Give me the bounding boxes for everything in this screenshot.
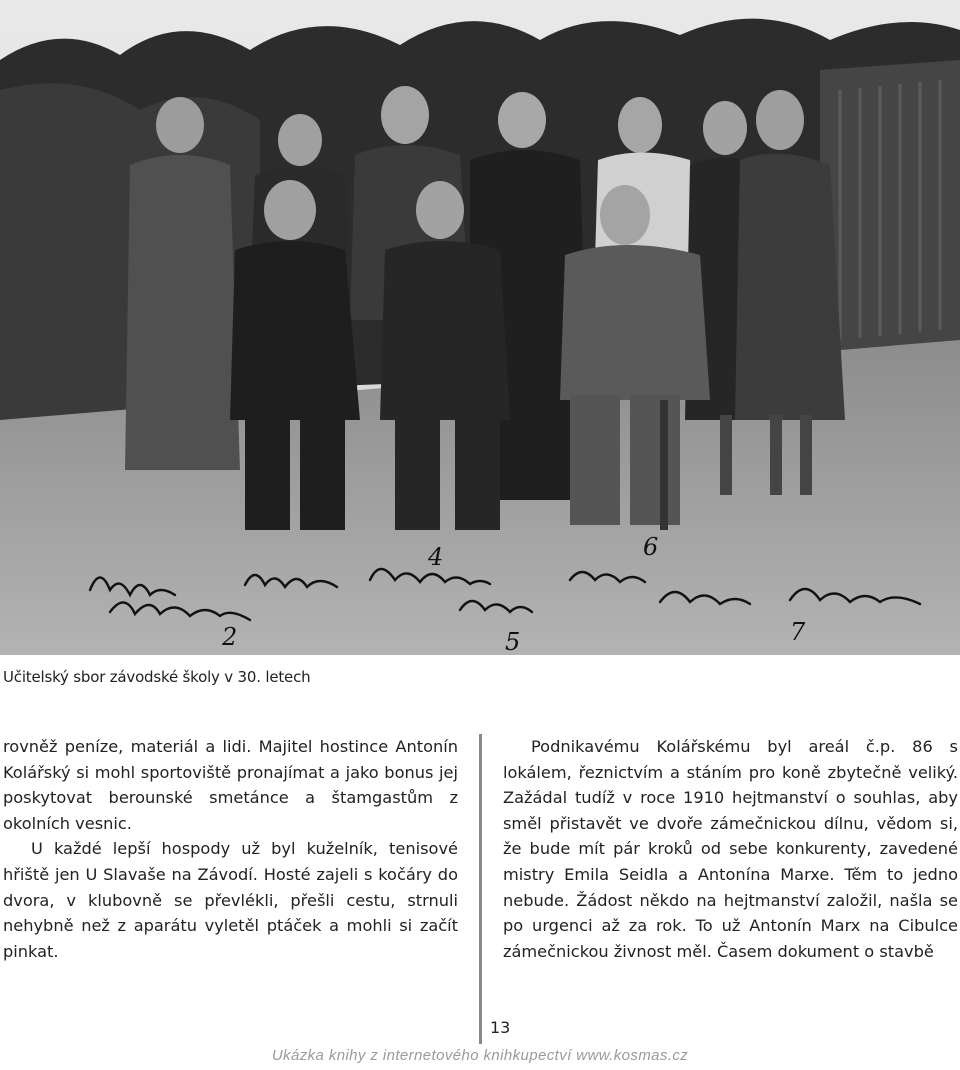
photo-caption: Učitelský sbor závodské školy v 30. letech	[3, 668, 311, 686]
photo-number-6: 6	[643, 533, 659, 561]
left-paragraph-1: rovněž peníze, materiál a lidi. Majitel hostince Antonín Kolářský si mohl sportoviště pronajímat a jako bonus jej poskytovat berounské smetánce a štamgastům z okolních vesnic.	[3, 737, 458, 833]
right-paragraph: Podnikavému Kolářskému byl areál č.p. 86 s lokálem, řeznictvím a stáním pro koně zbytečně veliký. Zažádal tudíž v roce 1910 hejtmanství o souhlas, aby směl přistavět ve dvoře zámečnickou dílnu, vědom si, že bude mít pár kroků od sebe konkurenty, zavedené mistry Emila Seidla a Antonína Marxe. Těm to jedno nebude. Žádost někdo na hejtmanství založil, našla se po urgenci až za rok. To už Antonín Marx na Cibulce zámečnickou živnost měl. Časem dokument o stavbě	[503, 737, 958, 961]
column-divider	[479, 734, 482, 1044]
left-column	[3, 734, 458, 964]
page-number: 13	[490, 1018, 511, 1037]
photo-number-4: 4	[428, 543, 444, 571]
photo-number-5: 5	[505, 628, 521, 655]
footer-source-note: Ukázka knihy z internetového knihkupectví www.kosmas.cz	[271, 1047, 689, 1064]
photo-number-2: 2	[222, 623, 238, 651]
photo-number-7: 7	[790, 618, 806, 646]
left-paragraph-2: U každé lepší hospody už byl kuželník, tenisové hřiště jen U Slavaše na Závodí. Hosté zajeli s kočáry do dvora, v klubovně se převlékli, přešli cestu, strnuli nehybně než z aparátu vyletěl ptáček a mohli si začít pinkat.	[3, 839, 458, 961]
right-column	[503, 734, 958, 964]
